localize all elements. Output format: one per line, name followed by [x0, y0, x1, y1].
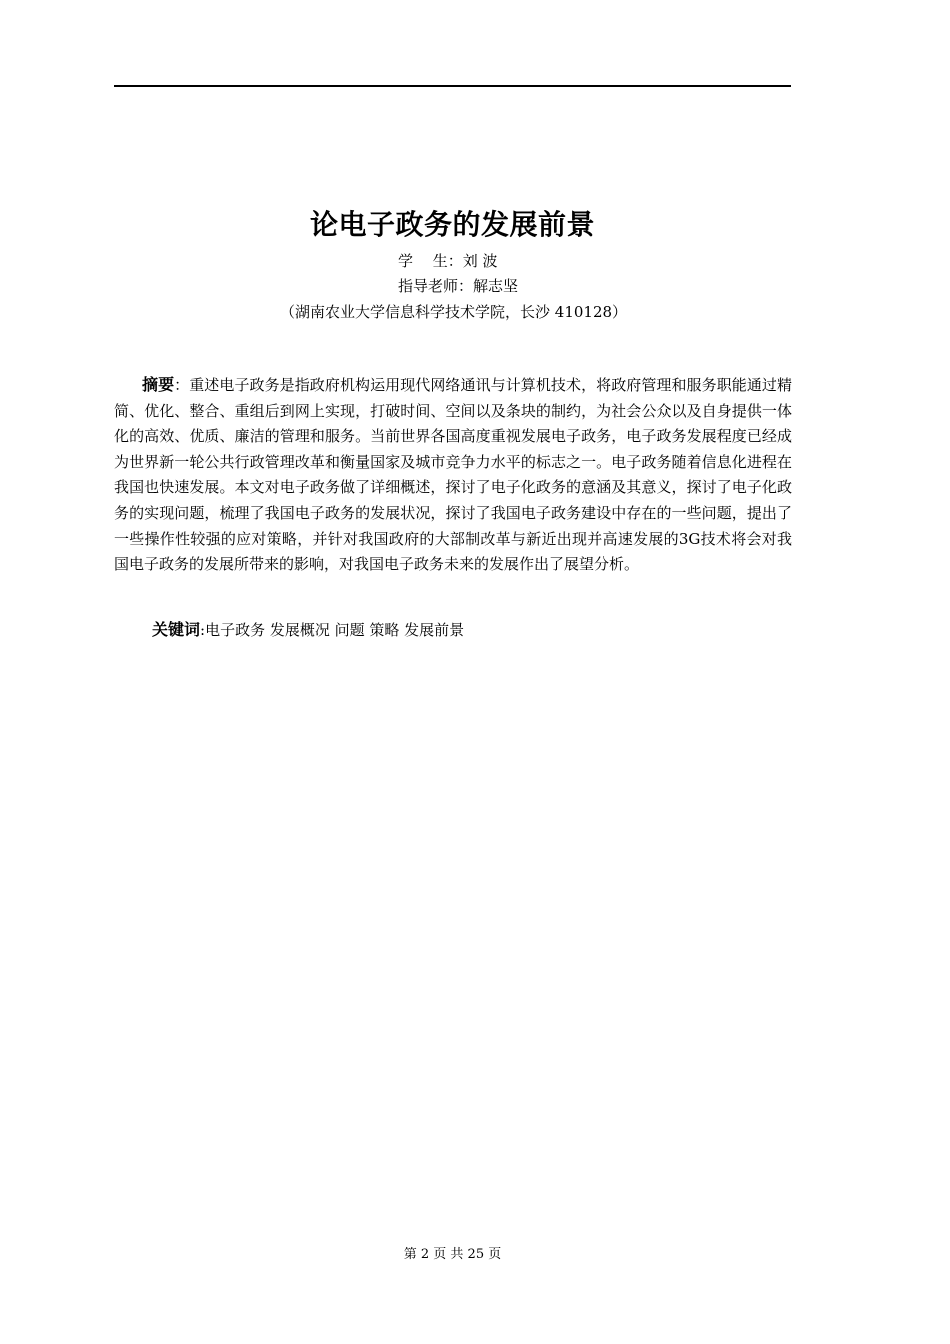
keywords-colon: : — [200, 621, 206, 639]
keywords-text: 电子政务 发展概况 问题 策略 发展前景 — [205, 621, 465, 639]
header-rule — [114, 85, 791, 87]
abstract-text: 重述电子政务是指政府机构运用现代网络通讯与计算机技术，将政府管理和服务职能通过精简、优化、整合、重组后到网上实现，打破时间、空间以及条块的制约，为社会公众以及自身提供一体化的高效、优质、廉洁的管理和服务。当前世界各国高度重视发展电子政务，电子政务发展程度已经成为世界新一轮公共行政管理改革和衡量国家及城市竞争力水平的标志之一。电子政务随着信息化进程在我国也快速发展。本文对电子政务做了详细概述，探讨了电子化政务的意涵及其意义，探讨了电子化政务的实现问题，梳理了我国电子政务的发展状况，探讨了我国电子政务建设中存在的一些问题，提出了一些操作性较强的应对策略，并针对我国政府的大部制改革与新近出现并高速发展的3G技术将会对我国电子政务的发展所带来的影响，对我国电子政务未来的发展作出了展望分析。 — [114, 376, 792, 574]
abstract-label: 摘要 — [142, 375, 175, 394]
advisor-label: 指导老师： — [398, 277, 474, 295]
abstract-colon: ： — [174, 376, 190, 394]
affiliation: （湖南农业大学信息科学技术学院，长沙 410128） — [280, 303, 628, 321]
advisor-line — [398, 275, 518, 297]
keywords-label: 关键词 — [152, 620, 201, 639]
page-number: 第 2 页 共 25 页 — [403, 1247, 502, 1262]
student-name: 刘 波 — [462, 252, 498, 270]
abstract-paragraph — [114, 372, 792, 578]
student-line — [398, 250, 498, 272]
page-title: 论电子政务的发展前景 — [309, 208, 595, 241]
student-label: 学 生： — [398, 252, 463, 270]
advisor-name: 解志坚 — [473, 277, 519, 295]
keywords-line — [152, 618, 464, 642]
